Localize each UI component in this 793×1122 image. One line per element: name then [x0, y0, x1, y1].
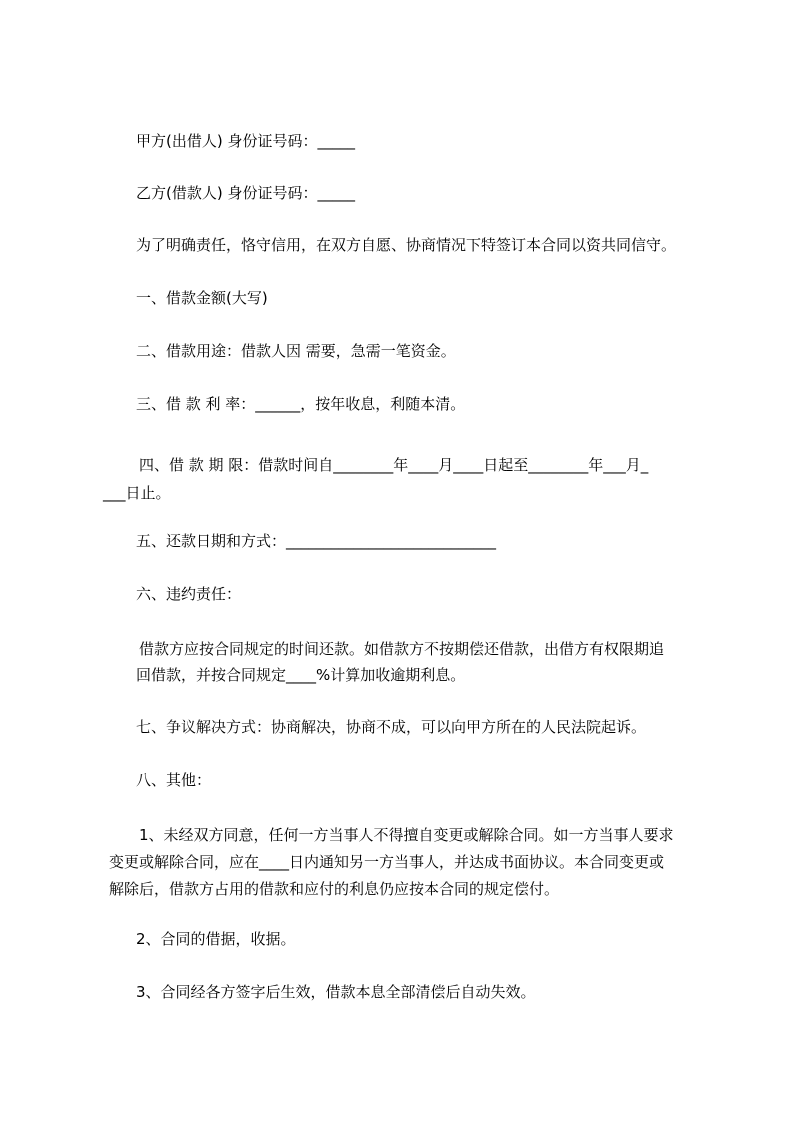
clause-other-item-1-line-1: 1、未经双方同意，任何一方当事人不得擅自变更或解除合同。如一方当事人要求: [139, 826, 674, 844]
party-b-line: 乙方(借款人) 身份证号码：_____: [136, 184, 355, 202]
clause-liability-line-2: 回借款，并按合同规定____%计算加收逾期利息。: [136, 666, 466, 684]
clause-loan-term-line-1: 四、借 款 期 限：借款时间自________年____月____日起至________年___月_: [139, 456, 649, 474]
preamble-paragraph: 为了明确责任，恪守信用，在双方自愿、协商情况下特签订本合同以资共同信守。: [136, 236, 677, 254]
clause-loan-term-line-2: ___日止。: [103, 484, 171, 502]
party-a-line: 甲方(出借人) 身份证号码：_____: [136, 132, 355, 150]
clause-liability-line-1: 借款方应按合同规定的时间还款。如借款方不按期偿还借款，出借方有权限期追: [139, 640, 665, 658]
clause-other-item-3: 3、合同经各方签字后生效，借款本息全部清偿后自动失效。: [136, 983, 536, 1001]
clause-loan-amount: 一、借款金额(大写): [136, 289, 268, 307]
clause-other-heading: 八、其他：: [136, 771, 212, 789]
clause-other-item-1: [109, 822, 719, 903]
clause-other-item-2: 2、合同的借据，收据。: [136, 930, 296, 948]
clause-repayment: 五、还款日期和方式：____________________________: [136, 532, 497, 550]
clause-other-item-1-line-2: 变更或解除合同，应在____日内通知另一方当事人，并达成书面协议。本合同变更或: [109, 853, 665, 871]
clause-liability-heading: 六、违约责任：: [136, 585, 242, 603]
clause-loan-purpose: 二、借款用途：借款人因 需要，急需一笔资金。: [136, 342, 456, 360]
clause-other-item-1-line-3: 解除后，借款方占用的借款和应付的利息仍应按本合同的规定偿付。: [109, 880, 560, 898]
clause-dispute: 七、争议解决方式：协商解决，协商不成，可以向甲方所在的人民法院起诉。: [136, 718, 647, 736]
clause-loan-term: [103, 451, 719, 507]
clause-liability-body: [136, 636, 719, 688]
clause-interest-rate: 三、借 款 利 率：______，按年收息，利随本清。: [136, 395, 466, 413]
